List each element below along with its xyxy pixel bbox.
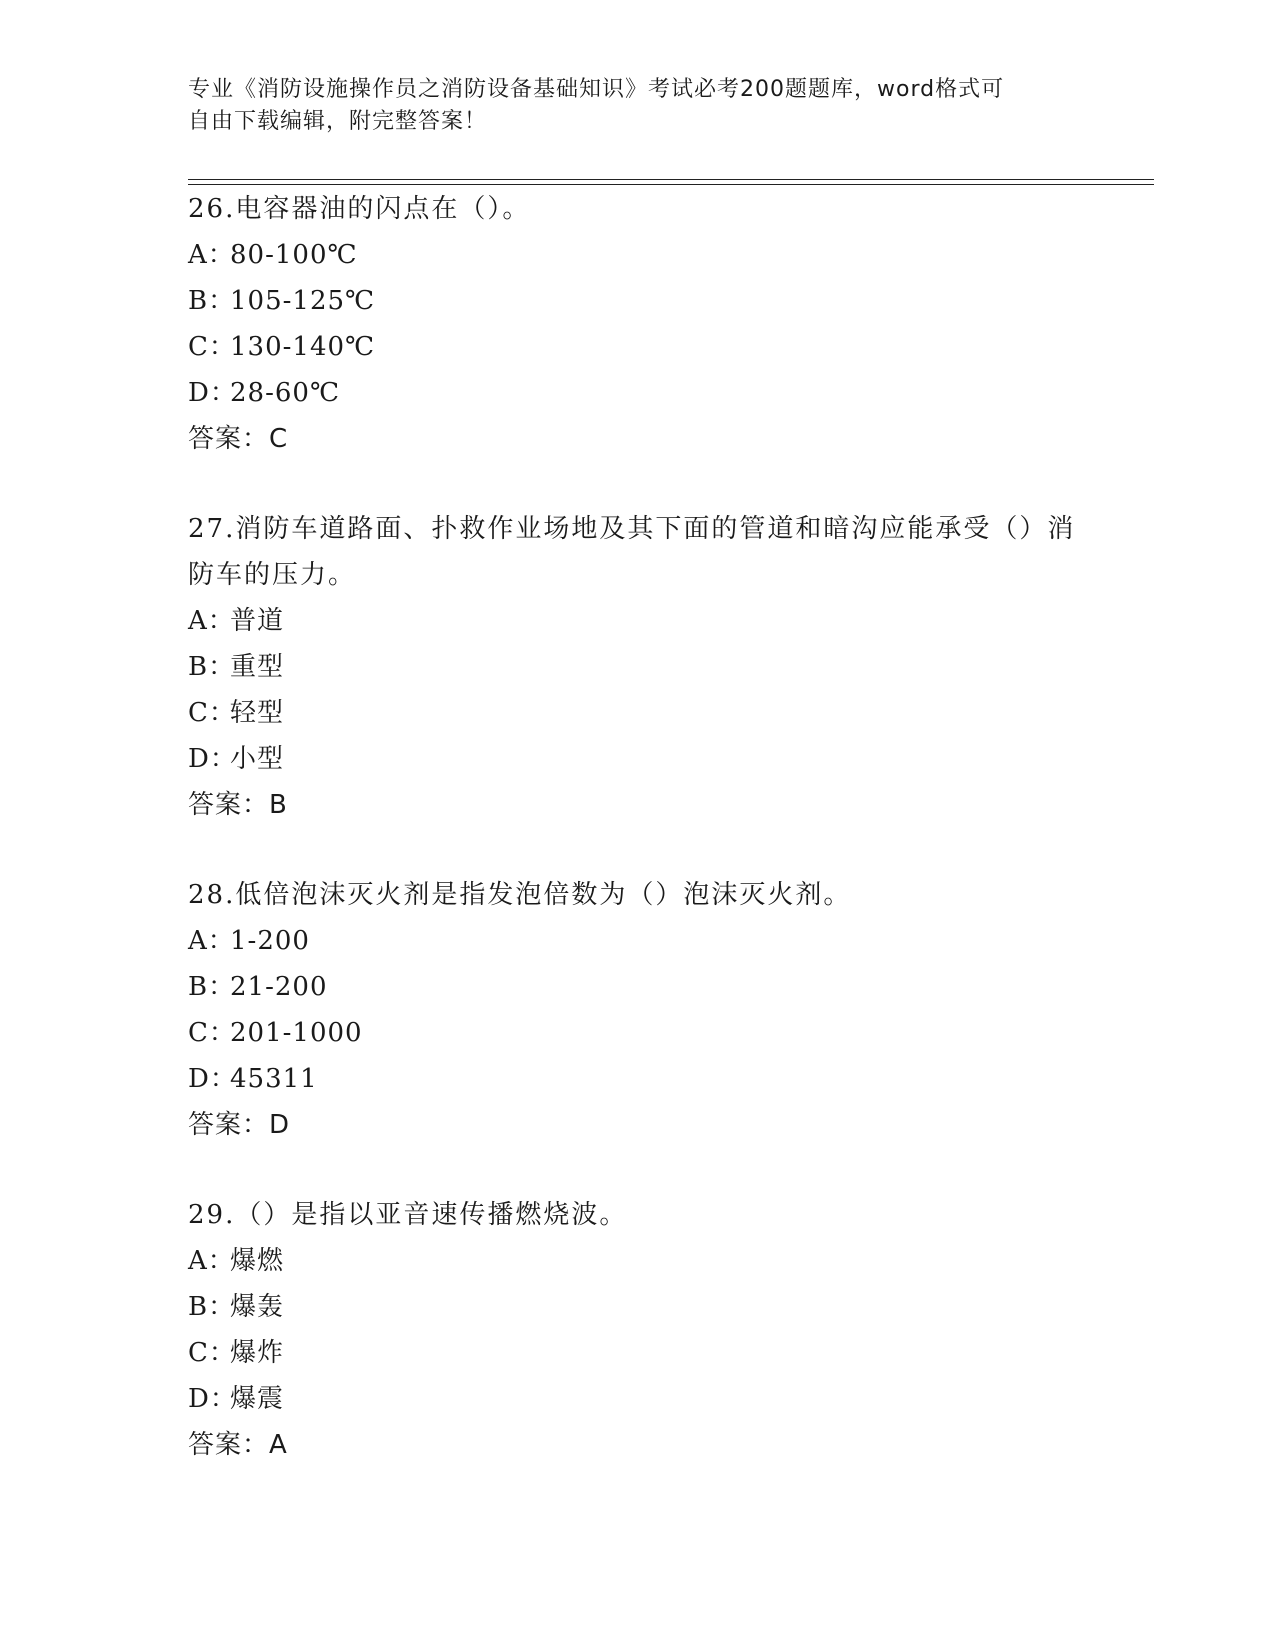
option-a <box>188 918 1088 964</box>
option-letter: B： <box>188 652 236 682</box>
header-line-2: 自由下载编辑，附完整答案！ <box>188 109 488 134</box>
answer-line: 答案：D <box>188 1110 291 1140</box>
option-letter: A： <box>188 926 235 956</box>
option-b <box>188 964 1088 1010</box>
answer-line: 答案：B <box>188 790 288 820</box>
option-c <box>188 324 1088 370</box>
option-text: 201-1000 <box>230 1018 363 1048</box>
option-text: 轻型 <box>230 698 285 728</box>
option-letter: A： <box>188 240 235 270</box>
option-letter: B： <box>188 1292 236 1322</box>
header-divider-top <box>188 179 1154 180</box>
question-stem: 28.低倍泡沫灭火剂是指发泡倍数为（）泡沫灭火剂。 <box>188 880 852 910</box>
option-c <box>188 1010 1088 1056</box>
question-27 <box>188 506 1088 828</box>
question-stem: 27.消防车道路面、扑救作业场地及其下面的管道和暗沟应能承受（）消防车的压力。 <box>188 514 1076 590</box>
option-d <box>188 1056 1088 1102</box>
question-stem: 26.电容器油的闪点在（）。 <box>188 194 531 224</box>
option-letter: B： <box>188 972 236 1002</box>
question-29 <box>188 1192 1088 1468</box>
option-text: 80-100℃ <box>230 240 358 270</box>
document-header <box>188 74 1068 138</box>
option-text: 45311 <box>230 1064 318 1094</box>
option-b <box>188 1284 1088 1330</box>
option-a <box>188 1238 1088 1284</box>
option-text: 28-60℃ <box>230 378 341 408</box>
option-letter: C： <box>188 1338 236 1368</box>
question-26 <box>188 186 1088 462</box>
question-list <box>188 186 1088 1512</box>
option-text: 普道 <box>230 606 285 636</box>
option-letter: C： <box>188 1018 236 1048</box>
option-text: 爆轰 <box>230 1292 285 1322</box>
option-letter: A： <box>188 1246 235 1276</box>
question-stem: 29.（）是指以亚音速传播燃烧波。 <box>188 1200 628 1230</box>
option-letter: D： <box>188 378 237 408</box>
option-text: 130-140℃ <box>230 332 376 362</box>
option-text: 爆震 <box>230 1384 285 1414</box>
header-divider-bottom <box>188 184 1154 185</box>
option-letter: D： <box>188 1064 237 1094</box>
answer-line: 答案：A <box>188 1430 288 1460</box>
header-line-1: 专业《消防设施操作员之消防设备基础知识》考试必考200题题库，word格式可 <box>188 77 1005 102</box>
option-text: 21-200 <box>230 972 328 1002</box>
option-letter: C： <box>188 698 236 728</box>
option-text: 1-200 <box>230 926 310 956</box>
option-c <box>188 690 1088 736</box>
option-text: 爆炸 <box>230 1338 285 1368</box>
answer-line: 答案：C <box>188 424 289 454</box>
option-text: 重型 <box>230 652 285 682</box>
option-letter: C： <box>188 332 236 362</box>
option-a <box>188 598 1088 644</box>
option-d <box>188 1376 1088 1422</box>
option-d <box>188 736 1088 782</box>
option-letter: A： <box>188 606 235 636</box>
option-letter: D： <box>188 744 237 774</box>
option-a <box>188 232 1088 278</box>
option-text: 105-125℃ <box>230 286 376 316</box>
option-text: 爆燃 <box>230 1246 285 1276</box>
option-c <box>188 1330 1088 1376</box>
option-d <box>188 370 1088 416</box>
option-text: 小型 <box>230 744 285 774</box>
option-b <box>188 644 1088 690</box>
option-b <box>188 278 1088 324</box>
option-letter: D： <box>188 1384 237 1414</box>
question-28 <box>188 872 1088 1148</box>
option-letter: B： <box>188 286 236 316</box>
